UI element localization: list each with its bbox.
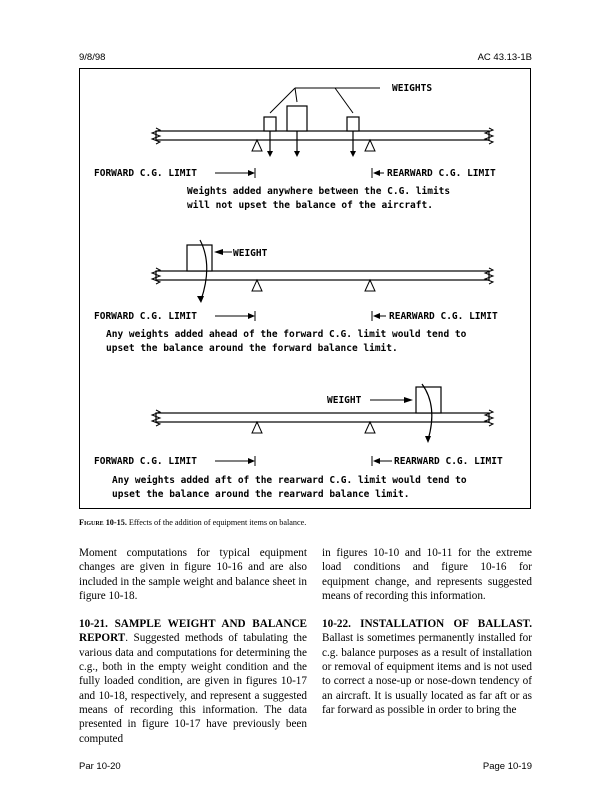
section-body: Ballast is sometimes permanently installed for c.g. balance purposes as a result of installation or removal of equipment items and is not used to correct a nose-up or nose-down tendency of an aircraft. It is usually located as far aft or as far forward as possible in order to bring the (322, 632, 532, 716)
forward-fulcrum (252, 280, 262, 291)
weight-label: WEIGHT (327, 395, 362, 406)
forward-fulcrum (252, 140, 262, 151)
rearward-cg-label: REARWARD C.G. LIMIT (389, 311, 498, 322)
forward-cg-label: FORWARD C.G. LIMIT (94, 311, 197, 322)
paragraph: Moment computations for typical equipment changes are given in figure 10-16 and are also included in the sample weight and balance sheet in figure 10-18. (79, 547, 307, 602)
right-column (322, 546, 532, 731)
rearward-cg-label: REARWARD C.G. LIMIT (387, 168, 496, 179)
paragraph: in figures 10-10 and 10-11 for the extreme load conditions and figure 10-16 for equipment change, and represents suggested means of recording this information. (322, 547, 532, 602)
weight-block (187, 245, 212, 271)
panel-3-note-line-1: Any weights added aft of the rearward C.G. limit would tend to (112, 475, 467, 486)
weight-block (264, 117, 276, 131)
rearward-fulcrum (365, 280, 375, 291)
weight-block (287, 106, 307, 131)
panel-2 (94, 240, 498, 354)
section-heading: 10-22. INSTALLATION OF BALLAST. (322, 618, 532, 631)
panel-1 (94, 83, 496, 211)
weights-label: WEIGHTS (392, 83, 433, 94)
footer-par: Par 10-20 (79, 761, 121, 772)
section-body: . Suggested methods of tabulating the various data and computations for determining the c.g., both in the empty weight condition and the fully loaded condition, are given in figures 10-17 and 10-18, respectively, and represent a suggested means of recording this information. The data presented in figure 10-17 have previously been computed (79, 632, 307, 745)
panel-1-note-line-2: will not upset the balance of the aircraft. (187, 200, 433, 211)
figure-number: Figure 10-15. (79, 518, 127, 527)
figure-caption (79, 518, 539, 527)
panel-2-note-line-1: Any weights added ahead of the forward C.G. limit would tend to (106, 329, 467, 340)
weight-block (416, 387, 441, 413)
panel-1-note-line-1: Weights added anywhere between the C.G. limits (187, 186, 451, 197)
forward-cg-label: FORWARD C.G. LIMIT (94, 168, 197, 179)
rearward-fulcrum (365, 422, 375, 433)
header-date: 9/8/98 (79, 52, 106, 63)
beam (156, 131, 489, 140)
figure-10-15 (79, 68, 531, 509)
panel-3 (94, 384, 503, 500)
forward-fulcrum (252, 422, 262, 433)
panel-2-note-line-2: upset the balance around the forward balance limit. (106, 343, 398, 354)
section-10-22 (322, 617, 532, 717)
weight-label: WEIGHT (233, 248, 268, 259)
rearward-cg-label: REARWARD C.G. LIMIT (394, 456, 503, 467)
left-column (79, 546, 307, 760)
footer-page: Page 10-19 (482, 761, 532, 772)
forward-cg-label: FORWARD C.G. LIMIT (94, 456, 197, 467)
panel-3-note-line-2: upset the balance around the rearward balance limit. (112, 489, 410, 500)
rearward-fulcrum (365, 140, 375, 151)
section-heading: 10-21. SAMPLE WEIGHT AND BALANCE REPORT (79, 618, 307, 645)
figure-caption-text: Effects of the addition of equipment items on balance. (126, 518, 307, 527)
section-10-21 (79, 617, 307, 746)
beam (156, 413, 489, 422)
weight-block (347, 117, 359, 131)
header-doc-id: AC 43.13-1B (477, 52, 532, 63)
